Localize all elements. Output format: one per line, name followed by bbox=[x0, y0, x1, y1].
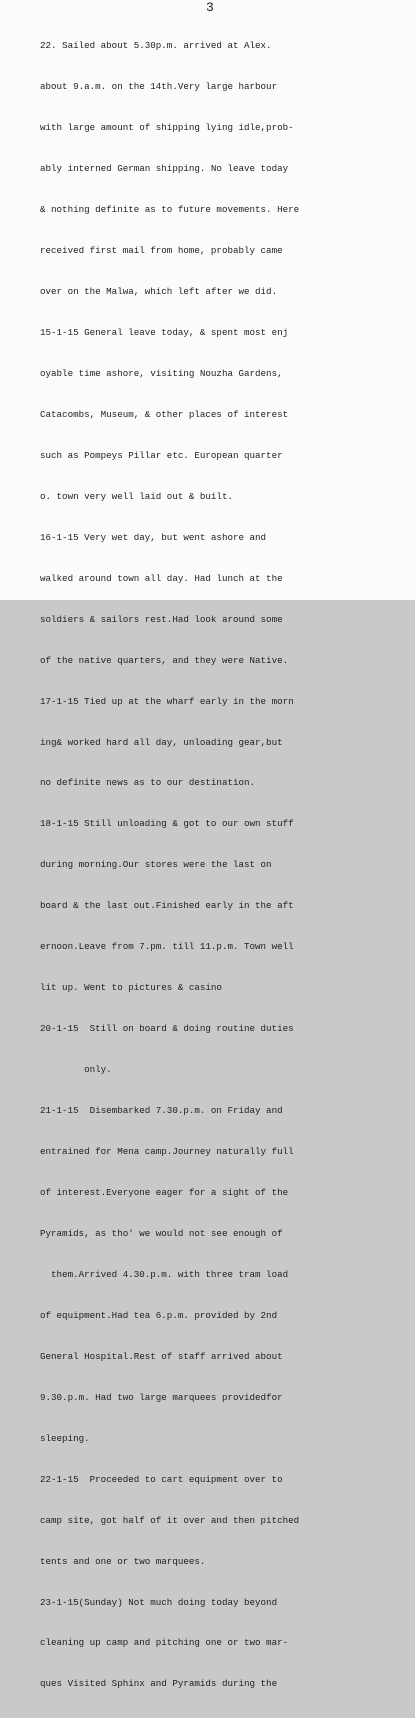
text-line: lit up. Went to pictures & casino bbox=[40, 982, 222, 994]
text-line: oyable time ashore, visiting Nouzha Gardens, bbox=[40, 367, 283, 379]
text-line: board & the last out.Finished early in the aft bbox=[40, 900, 294, 912]
text-line: during morning.Our stores were the last on bbox=[40, 859, 272, 871]
text-line: 18-1-15 Still unloading & got to our own stuff bbox=[40, 818, 294, 830]
text-line: 22. Sailed about 5.30p.m. arrived at Alex. bbox=[40, 40, 272, 52]
text-line: such as Pompeys Pillar etc. European quarter bbox=[40, 449, 283, 461]
text-line: 21-1-15 Disembarked 7.30.p.m. on Friday and bbox=[40, 1105, 283, 1117]
diary-text bbox=[40, 12, 410, 1718]
text-line: only. bbox=[40, 1064, 112, 1076]
text-line: 16-1-15 Very wet day, but went ashore and bbox=[40, 531, 267, 543]
text-line: them.Arrived 4.30.p.m. with three tram load bbox=[40, 1268, 289, 1280]
text-line: of interest.Everyone eager for a sight of the bbox=[40, 1187, 289, 1198]
text-line: 15-1-15 General leave today, & spent most enj bbox=[40, 326, 289, 338]
text-line: about 9.a.m. on the 14th.Very large harbour bbox=[40, 81, 278, 93]
text-line: ably interned German shipping. No leave today bbox=[40, 163, 289, 175]
text-line: walked around town all day. Had lunch at the bbox=[40, 572, 283, 584]
text-line: received first mail from home, probably came bbox=[40, 245, 283, 257]
text-line: no definite news as to our destination. bbox=[40, 777, 256, 789]
text-line: 9.30.p.m. Had two large marquees providedfor bbox=[40, 1391, 283, 1403]
text-line: cleaning up camp and pitching one or two mar- bbox=[40, 1637, 289, 1649]
text-line: soldiers & sailors rest.Had look around some bbox=[40, 613, 283, 625]
text-line: sleeping. bbox=[40, 1432, 90, 1444]
text-line: of the native quarters, and they were Native. bbox=[40, 654, 289, 666]
text-line: with large amount of shipping lying idle,prob- bbox=[40, 122, 294, 134]
text-line: entrained for Mena camp.Journey naturally full bbox=[40, 1146, 294, 1158]
text-line: Catacombs, Museum, & other places of interest bbox=[40, 408, 289, 420]
text-line: over on the Malwa, which left after we did. bbox=[40, 286, 278, 298]
text-line: tents and one or two marquees. bbox=[40, 1555, 206, 1567]
text-line: & nothing definite as to future movements. Here bbox=[40, 204, 300, 216]
text-line: o. town very well laid out & built. bbox=[40, 490, 233, 502]
text-line: 22-1-15 Proceeded to cart equipment over to bbox=[40, 1473, 283, 1485]
text-line: ernoon.Leave from 7.pm. till 11.p.m. Town well bbox=[40, 941, 294, 953]
page-number: 3 bbox=[206, 0, 214, 15]
text-line: 23-1-15(Sunday) Not much doing today beyond bbox=[40, 1596, 278, 1608]
text-line: of equipment.Had tea 6.p.m. provided by 2nd bbox=[40, 1309, 278, 1321]
text-line: Pyramids, as tho' we would not see enough of bbox=[40, 1227, 283, 1239]
text-line: General Hospital.Rest of staff arrived about bbox=[40, 1350, 283, 1362]
text-line: ques Visited Sphinx and Pyramids during the bbox=[40, 1678, 278, 1690]
text-line: 17-1-15 Tied up at the wharf early in the morn bbox=[40, 695, 294, 707]
text-line: ing& worked hard all day, unloading gear,but bbox=[40, 736, 283, 748]
text-line: 20-1-15 Still on board & doing routine duties bbox=[40, 1023, 294, 1035]
text-line: camp site, got half of it over and then pitched bbox=[40, 1514, 300, 1526]
